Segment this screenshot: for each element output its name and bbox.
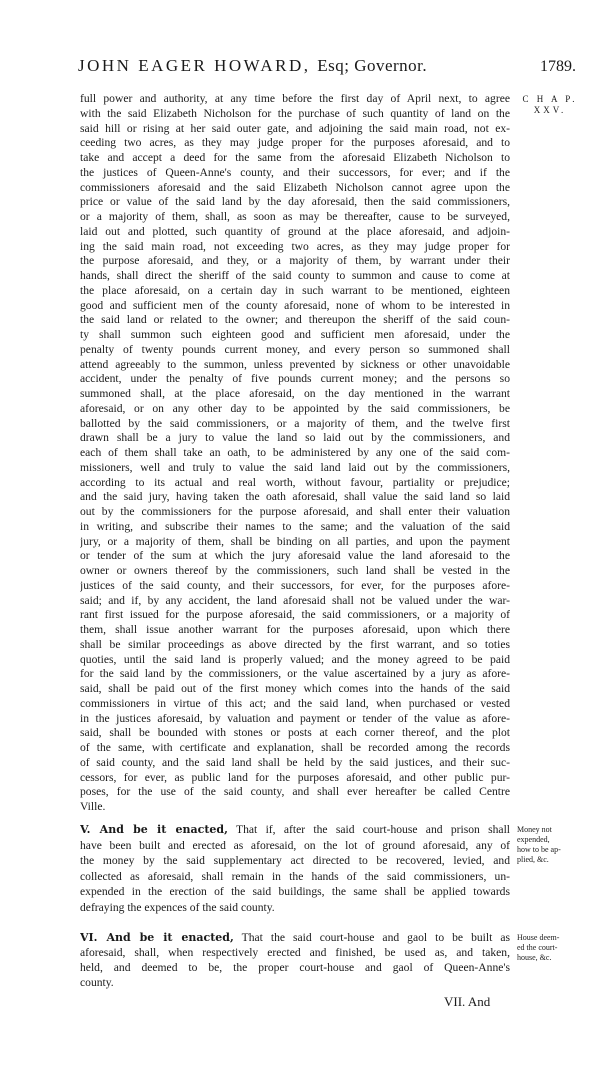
text-line: ballotted by the said commissioners, or a majority of them, and the twelve first <box>80 416 510 430</box>
text-line: jury, or a majority of them, shall be binding on all parties, and upon the payment <box>80 534 510 548</box>
text-line: with the said Elizabeth Nicholson for the purchase of such quantity of land on the <box>80 106 510 120</box>
text-line: and the said jury, having taken the oath aforesaid, shall value the said land so laid <box>80 490 510 504</box>
text-line: the justices of Queen-Anne's county, and their successors, for ever; and if the <box>80 165 510 179</box>
text-line: or tender of the sum at which the jury aforesaid value the land aforesaid to the <box>80 549 510 563</box>
text-line: Ville. <box>80 800 106 813</box>
text-line: county. <box>80 976 114 989</box>
text-line: expended in the erection of the said buildings, the same shall be applied towards <box>80 885 510 898</box>
text-line: drawn shall be a jury to value the land so laid out by the commissioners, and <box>80 431 510 445</box>
text-line: according to its actual and real worth, without favour, partiality or prejudice; <box>80 475 510 489</box>
text-line: defraying the expences of the said county. <box>80 900 275 914</box>
text-line: quoties, until the said land is properly valued; and the money agreed to be paid <box>80 652 510 666</box>
chapter-label: C H A P. <box>522 94 578 104</box>
margin-note-line: House deem- <box>517 933 560 942</box>
margin-note-line: house, &c. <box>517 953 552 962</box>
text-line: the money by the said supplementary act directed to be recovered, levied, and <box>80 854 510 867</box>
catchword: VII. And <box>444 994 491 1009</box>
text-line: laid out and plotted, such quantity of ground at the place aforesaid, and adjoin- <box>80 224 510 238</box>
text-line: accident, under the penalty of five pounds current money; and the persons so <box>80 372 510 386</box>
text-line: the said land or related to the owner; and thereupon the sheriff of the said coun- <box>80 313 510 327</box>
text-line: penalty of twenty pounds current money, and every person so summoned shall <box>80 342 510 356</box>
section-vi-lead: VI. And be it enacted, <box>80 931 234 944</box>
text-line: ing the said main road, not exceeding two acres, as they may judge proper for <box>80 239 510 253</box>
text-line: commissioners in virtue of this act; and the said land, when purchased or vested <box>80 696 510 710</box>
text-line: the purpose aforesaid, and they, or a majority of them, by warrant under their <box>80 254 510 268</box>
text-line: shall be similar proceedings as above directed by the first warrant, and so toties <box>80 637 510 651</box>
text-line: commissioners aforesaid and the said Elizabeth Nicholson cannot agree upon the <box>80 180 510 194</box>
margin-note-line: Money not <box>517 825 552 834</box>
text-line: said hill or rising at her said outer gate, and adjoining the said main road, not ex- <box>80 121 510 135</box>
text-line: good and sufficient men of the county aforesaid, none of whom to be interested in <box>80 298 510 312</box>
section-vi-first-text: That the said court-house and gaol to be built as <box>241 931 510 944</box>
section-v-first-line <box>80 822 510 838</box>
text-line: owner or owners thereof by the commissioners, such land shall be vested in the <box>80 564 510 577</box>
margin-note-line: expended, <box>517 835 550 844</box>
text-line: each of them shall take an oath, to be administered by any one of the said com- <box>80 446 510 459</box>
text-line: them, shall issue another warrant for the purposes aforesaid, upon which there <box>80 623 510 636</box>
text-line: aforesaid, or on any other day to be appointed by the said commissioners, be <box>80 401 510 415</box>
text-line: summoned shall, at the place aforesaid, on the day mentioned in the warrant <box>80 387 510 400</box>
section-vi-first-line <box>80 930 510 945</box>
text-line: said, shall be bounded with stones or posts at each corner thereof, and the plot <box>80 726 510 740</box>
main-paragraph <box>80 92 510 815</box>
text-line: hands, shall direct the sheriff of the said county to summon and cause to come at <box>80 269 510 282</box>
margin-note-house <box>517 933 587 963</box>
margin-note-line: ed the court- <box>517 943 558 952</box>
text-line: missioners, well and truly to value the said land laid out by the commissioners, <box>80 460 510 474</box>
text-line: cessors, for ever, as public land for the purposes aforesaid, and other public pur- <box>80 770 510 784</box>
text-line: held, and deemed to be, the proper court-house and gaol of Queen-Anne's <box>80 961 510 974</box>
section-v-first-text: That if, after the said court-house and prison shall <box>236 823 510 836</box>
margin-note-line: plied, &c. <box>517 855 549 864</box>
text-line: in the justices aforesaid, by valuation and payment or tender of the value as afore- <box>80 711 510 725</box>
section-v-lead: V. And be it enacted, <box>80 823 228 836</box>
text-line: of said county, and the said land shall be held by the said justices, and their suc- <box>80 755 510 769</box>
text-line: attend agreeably to the summon, unless prevented by sickness or other unavoidable <box>80 357 510 371</box>
text-line: out by the commissioners for the purpose aforesaid, and shall enter their valuation <box>80 505 510 518</box>
text-line: for the said land by the commissioners, or the value ascertained by a jury as afore- <box>80 667 510 681</box>
text-line: poses, for the use of the said county, and shall ever hereafter be called Centre <box>80 785 510 799</box>
chapter-marker <box>520 94 580 116</box>
text-line: in writing, and subscribe their names to the same; and the valuation of the said <box>80 519 510 533</box>
text-line: collected as aforesaid, shall remain in the hands of the said commissioners, un- <box>80 869 510 883</box>
text-line: the place aforesaid, on a certain day in such warrant to be mentioned, eighteen <box>80 283 510 297</box>
header-suffix: Esq; Governor. <box>317 56 428 75</box>
section-v <box>80 822 510 915</box>
text-line: take and accept a deed for the same from the aforesaid Elizabeth Nicholson to <box>80 151 510 164</box>
text-line: have been built and erected as aforesaid, on the lot of ground aforesaid, any of <box>80 838 510 852</box>
text-line: ceeding two acres, as they may judge proper for the purposes aforesaid, and to <box>80 136 510 150</box>
text-line: said, shall be paid out of the first money which comes into the hands of the said <box>80 682 510 695</box>
margin-note-line: how to be ap- <box>517 845 561 854</box>
text-line: of the same, with certificate and explanation, shall be recorded among the records <box>80 741 510 754</box>
chapter-number: XXV. <box>533 105 567 115</box>
header-title: JOHN EAGER HOWARD, <box>78 56 311 75</box>
page-year: 1789. <box>540 58 576 75</box>
text-line: said; and if, by any accident, the land aforesaid shall not be valued under the war- <box>80 593 510 607</box>
running-header <box>78 56 427 76</box>
margin-note-money <box>517 825 587 865</box>
text-line: rant first issued for the purpose aforesaid, the said commissioners, or a majority of <box>80 608 510 622</box>
text-line: ty shall summon such eighteen good and sufficient men aforesaid, under the <box>80 328 510 341</box>
text-line: justices of the said county, and their successors, for ever, for the purposes afore- <box>80 578 510 592</box>
text-line: full power and authority, at any time before the first day of April next, to agree <box>80 92 510 105</box>
text-line: or a majority of them, shall, as soon as may be thereafter, cause to be surveyed, <box>80 210 510 223</box>
text-line: price or value of the said land by the day aforesaid, then the said commissioners, <box>80 195 510 209</box>
text-line: aforesaid, shall, when respectively erected and finished, be used as, and taken, <box>80 946 510 959</box>
section-vi <box>80 930 510 990</box>
